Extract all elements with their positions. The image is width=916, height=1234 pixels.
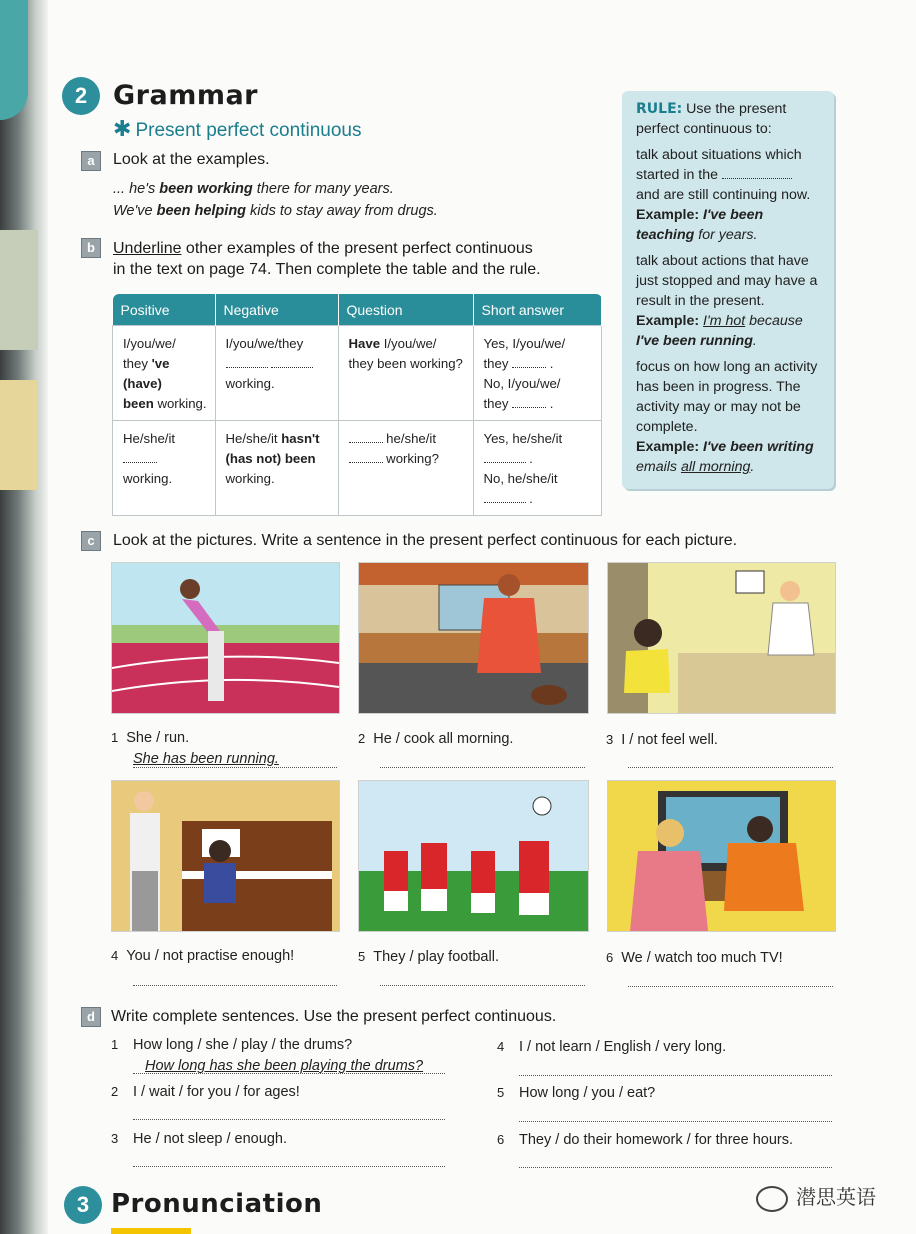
cell-positive-singular: He/she/it working. bbox=[113, 421, 216, 516]
exercise-c-item-4: 4 You / not practise enough! bbox=[111, 948, 295, 964]
picture-football bbox=[358, 780, 589, 932]
exercise-d-item-3: 3 He / not sleep / enough. bbox=[111, 1131, 287, 1147]
exercise-d-item-2: 2 I / wait / for you / for ages! bbox=[111, 1084, 300, 1100]
blank[interactable] bbox=[484, 452, 526, 463]
exercise-b-label: b bbox=[81, 238, 101, 258]
table-row bbox=[113, 421, 602, 516]
blank[interactable] bbox=[271, 357, 313, 368]
picture-runner bbox=[111, 562, 340, 714]
cell-question-singular: he/she/it working? bbox=[338, 421, 473, 516]
exercise-c-item-6: 6 We / watch too much TV! bbox=[606, 950, 783, 966]
cell-question-plural: Have I/you/we/ they been working? bbox=[338, 326, 473, 421]
blank[interactable] bbox=[512, 357, 546, 368]
cell-positive-plural: I/you/we/ they 've (have) been working. bbox=[113, 326, 216, 421]
blank[interactable] bbox=[722, 168, 792, 179]
picture-cook bbox=[358, 562, 589, 714]
exercise-c-item-2: 2 He / cook all morning. bbox=[358, 731, 514, 747]
blank[interactable] bbox=[123, 452, 157, 463]
exercise-a-instruction: Look at the examples. bbox=[113, 151, 270, 168]
exercise-d-item-1: 1 How long / she / play / the drums? bbox=[111, 1037, 353, 1053]
cell-short-answer-singular: Yes, he/she/it . No, he/she/it . bbox=[473, 421, 602, 516]
exercise-d-item-4: 4 I / not learn / English / very long. bbox=[497, 1039, 727, 1055]
header-short-answer: Short answer bbox=[473, 294, 602, 326]
picture-tv bbox=[607, 780, 836, 932]
answer-line[interactable] bbox=[519, 1075, 832, 1076]
blank[interactable] bbox=[484, 492, 526, 503]
next-section-title: Pronunciation bbox=[111, 1189, 323, 1219]
section-title: Grammar bbox=[113, 80, 258, 111]
exercise-d-item-6: 6 They / do their homework / for three hours. bbox=[497, 1132, 794, 1148]
exercise-c-item-5: 5 They / play football. bbox=[358, 949, 499, 965]
answer-line[interactable] bbox=[380, 767, 585, 768]
answer-line[interactable] bbox=[133, 1119, 445, 1120]
exercise-d-label: d bbox=[81, 1007, 101, 1027]
answer-line[interactable] bbox=[133, 1073, 445, 1074]
blank[interactable] bbox=[512, 397, 546, 408]
section-subtitle: ✱ Present perfect continuous bbox=[113, 116, 362, 141]
exercise-d-answer-1: How long has she been playing the drums? bbox=[145, 1058, 424, 1074]
exercise-d-item-5: 5 How long / you / eat? bbox=[497, 1085, 656, 1101]
cell-negative-plural: I/you/we/they working. bbox=[215, 326, 338, 421]
watermark: 潜思英语 bbox=[756, 1181, 876, 1212]
rule-box: RULE: Use the present perfect continuous to: talk about situations which started in the and are still continuing now. Example: I've been teaching for years. talk about actions that have just stopped and may have a result in the present. Example: I'm hot because I've been running. focus on how long an activity has been in progress. The activity may or may not be complete. Example: I've been writing emails all morning. bbox=[622, 91, 834, 489]
answer-line[interactable] bbox=[133, 985, 337, 986]
answer-line[interactable] bbox=[519, 1167, 832, 1168]
exercise-a-label: a bbox=[81, 151, 101, 171]
exercise-d-instruction: Write complete sentences. Use the present perfect continuous. bbox=[111, 1008, 557, 1025]
table-header-row bbox=[113, 294, 602, 326]
book-binding bbox=[0, 0, 48, 1234]
exercise-c-item-1: 1 She / run. bbox=[111, 730, 190, 746]
table-row bbox=[113, 326, 602, 421]
cell-short-answer-plural: Yes, I/you/we/ they . No, I/you/we/ they . bbox=[473, 326, 602, 421]
cell-negative-singular: He/she/it hasn't (has not) been working. bbox=[215, 421, 338, 516]
answer-line[interactable] bbox=[628, 986, 833, 987]
picture-doctor bbox=[607, 562, 836, 714]
example-sentence-2: We've been helping kids to stay away from drugs. bbox=[113, 203, 438, 219]
answer-line[interactable] bbox=[380, 985, 585, 986]
answer-line[interactable] bbox=[133, 1166, 445, 1167]
picture-piano bbox=[111, 780, 340, 932]
accent-bar bbox=[111, 1228, 191, 1234]
exercise-c-label: c bbox=[81, 531, 101, 551]
exercise-b-instruction: Underline other examples of the present perfect continuous in the text on page 74. Then complete the table and the rule. bbox=[113, 240, 541, 278]
answer-line[interactable] bbox=[519, 1121, 832, 1122]
exercise-c-item-3: 3 I / not feel well. bbox=[606, 732, 718, 748]
grammar-table bbox=[112, 294, 602, 516]
answer-line[interactable] bbox=[628, 767, 833, 768]
blank[interactable] bbox=[349, 432, 383, 443]
star-icon: ✱ bbox=[113, 116, 132, 141]
exercise-c-instruction: Look at the pictures. Write a sentence in the present perfect continuous for each picture. bbox=[113, 532, 738, 549]
blank[interactable] bbox=[349, 452, 383, 463]
header-question: Question bbox=[338, 294, 473, 326]
next-section-number-badge: 3 bbox=[64, 1186, 102, 1224]
example-sentence-1: ... he's been working there for many years. bbox=[113, 181, 394, 197]
blank[interactable] bbox=[226, 357, 268, 368]
header-positive: Positive bbox=[113, 294, 216, 326]
wechat-icon bbox=[756, 1186, 788, 1212]
exercise-c-answer-1: She has been running. bbox=[133, 751, 279, 767]
header-negative: Negative bbox=[215, 294, 338, 326]
answer-line[interactable] bbox=[133, 767, 337, 768]
section-number-badge: 2 bbox=[62, 77, 100, 115]
